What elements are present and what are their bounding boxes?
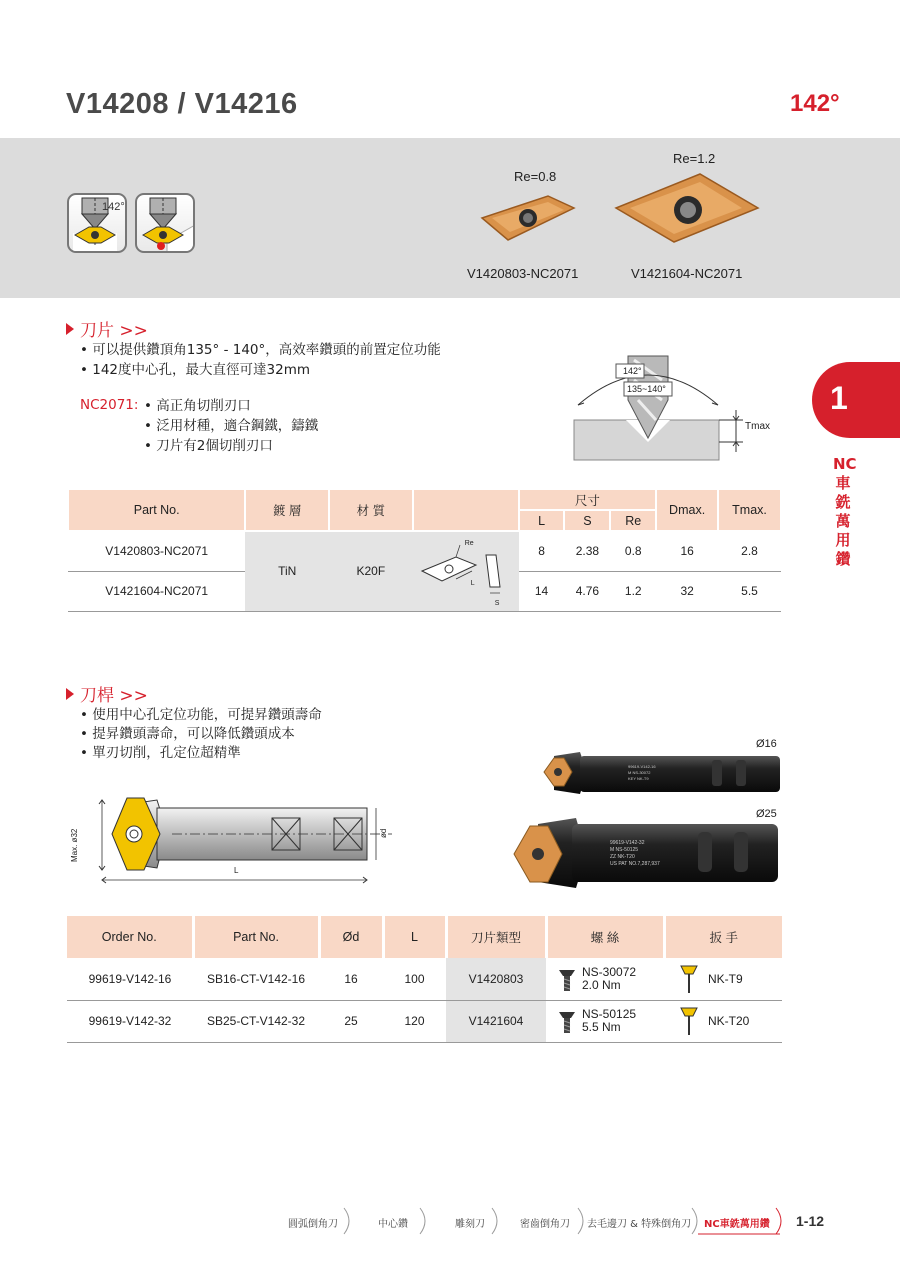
cell-part-no: V1421604-NC2071 — [105, 584, 209, 598]
cell-screw — [546, 958, 664, 1000]
holder-large-photo — [512, 816, 784, 892]
holder-small-photo — [540, 748, 784, 798]
holder-bullet: • 使用中心孔定位功能，可提昇鑽頭壽命 — [80, 707, 322, 723]
holder-small-diameter: Ø16 — [756, 738, 777, 750]
chapter-tab — [812, 362, 900, 438]
cell-part-no: SB16-CT-V142-16 — [193, 958, 319, 1000]
cell-d: 16 — [319, 958, 383, 1000]
cell-insert: V1420803 — [446, 958, 546, 1000]
cell-d: 25 — [319, 1000, 383, 1042]
screw-code: NS-30072 — [582, 964, 637, 979]
insert-small-image — [478, 188, 578, 248]
table-row — [67, 958, 782, 1000]
sketch-re-label: Re — [464, 540, 474, 547]
engraving-line: 99619-V142-16 — [628, 764, 656, 769]
screw-torque: 2.0 Nm — [582, 977, 621, 992]
engraving-line: US PAT NO.7,287,937 — [610, 861, 660, 867]
wrench-code: NK-T9 — [708, 971, 743, 986]
col-header-re: Re — [610, 510, 656, 531]
col-header-insert-type: 刀片類型 — [446, 916, 546, 958]
grade-bullet: • 高正角切削刃口 — [144, 398, 251, 414]
holder-section-title — [66, 681, 148, 706]
diagram-angle-top: 142° — [623, 366, 642, 376]
drilling-angle-diagram — [568, 350, 778, 465]
torx-wrench-icon — [678, 1005, 700, 1037]
col-header-sketch — [413, 489, 519, 531]
col-header-part-no: Part No. — [68, 489, 245, 531]
sketch-s-label: S — [494, 600, 500, 607]
blade-bullet: • 可以提供鑽頂角135° - 140°，高效率鑽頭的前置定位功能 — [80, 342, 441, 358]
chapter-number: 1 — [830, 380, 848, 416]
cell-l: 14 — [534, 584, 549, 598]
cell-re: 0.8 — [624, 544, 642, 559]
blade-bullet: • 142度中心孔，最大直徑可達32mm — [80, 362, 311, 378]
chamfer-drill-icon — [135, 193, 195, 253]
page-number: 1-12 — [796, 1213, 825, 1229]
engraving-line: 99619-V142-32 — [610, 840, 645, 846]
footer-nav-item[interactable]: 去毛邊刀 & 特殊倒角刀 — [587, 1219, 692, 1230]
cell-part-no: SB25-CT-V142-32 — [193, 1000, 319, 1042]
angle-badge: 142° — [790, 90, 840, 117]
drawing-d-label: ød — [379, 828, 388, 838]
cell-l: 120 — [383, 1000, 446, 1042]
center-drill-icon — [67, 193, 127, 253]
table-row — [67, 1000, 782, 1042]
engraving-line: ZZ NK-T20 — [610, 854, 635, 860]
wrench-code: NK-T20 — [708, 1014, 750, 1028]
cell-screw — [546, 1000, 664, 1042]
cell-order-no: 99619-V142-16 — [67, 958, 193, 1000]
drawing-l-label: L — [234, 866, 239, 875]
footer-nav-item[interactable]: 密齒倒角刀 — [520, 1219, 570, 1230]
screw-code: NS-50125 — [582, 1007, 637, 1021]
insert-large-image — [612, 168, 762, 248]
col-header-l: L — [519, 510, 565, 531]
insert-small-code: V1420803-NC2071 — [467, 266, 579, 281]
holder-large-diameter: Ø25 — [756, 808, 777, 820]
insert-spec-table — [67, 488, 782, 612]
col-header-order-no: Order No. — [67, 916, 193, 958]
cell-tmax: 5.5 — [741, 584, 758, 598]
triangle-marker-icon — [66, 323, 74, 335]
cell-part-no: V1420803-NC2071 — [105, 544, 209, 559]
engraving-line: KEY NK-T9 — [628, 776, 649, 781]
table-row — [68, 531, 781, 571]
chapter-title: NC車銑萬用鑽 — [833, 455, 857, 568]
cell-s: 2.38 — [575, 544, 600, 559]
footer-nav-item[interactable]: 雕刻刀 — [455, 1219, 485, 1230]
holder-bullet: • 提昇鑽頭壽命，可以降低鑽頭成本 — [80, 726, 295, 742]
screw-torque: 5.5 Nm — [582, 1020, 621, 1034]
col-header-wrench: 扳 手 — [664, 916, 782, 958]
col-header-screw: 螺 絲 — [546, 916, 664, 958]
holder-spec-table — [67, 916, 782, 1043]
holder-bullet: • 單刃切削，孔定位超精準 — [80, 745, 241, 761]
engraving-line: M NS-30072 — [628, 770, 651, 775]
insert-small-re-label: Re=0.8 — [514, 169, 557, 184]
col-header-dims: 尺寸 — [519, 489, 657, 510]
cell-l: 8 — [538, 544, 545, 559]
col-header-dmax: Dmax. — [656, 489, 718, 531]
screw-icon — [558, 1008, 576, 1034]
col-header-s: S — [564, 510, 610, 531]
col-header-tmax: Tmax. — [718, 489, 781, 531]
col-header-material: 材 質 — [329, 489, 413, 531]
insert-sketch-cell — [413, 531, 519, 611]
col-header-d: Ød — [319, 916, 383, 958]
footer-nav-item[interactable]: 圓弧倒角刀 — [288, 1219, 338, 1230]
col-header-l: L — [383, 916, 446, 958]
cell-re: 1.2 — [624, 584, 642, 598]
footer-nav-item-active[interactable]: NC車銑萬用鑽 — [704, 1219, 770, 1230]
cell-dmax: 16 — [680, 544, 694, 559]
col-header-part-no: Part No. — [193, 916, 319, 958]
diagram-tmax: Tmax — [745, 421, 770, 432]
footer-nav-dividers — [280, 1206, 790, 1236]
torx-wrench-icon — [678, 963, 700, 995]
cell-tmax: 2.8 — [741, 544, 758, 559]
grade-label: NC2071: — [80, 397, 139, 413]
drawing-dmax-label: Max. ø32 — [70, 828, 79, 862]
page-title: V14208 / V14216 — [66, 88, 298, 120]
diagram-angle-range: 135~140° — [627, 384, 666, 394]
footer-nav-item[interactable]: 中心鑽 — [378, 1219, 408, 1230]
triangle-marker-icon — [66, 688, 74, 700]
cell-coating: TiN — [245, 531, 329, 611]
cell-wrench — [664, 958, 782, 1000]
cell-insert: V1421604 — [446, 1000, 546, 1042]
icon-angle-label: 142° — [102, 201, 125, 213]
insert-large-re-label: Re=1.2 — [673, 151, 716, 166]
sketch-l-label: L — [470, 580, 475, 587]
cell-dmax: 32 — [680, 584, 694, 598]
cell-s: 4.76 — [575, 584, 600, 598]
cell-wrench — [664, 1000, 782, 1042]
cell-material: K20F — [329, 531, 413, 611]
insert-large-code: V1421604-NC2071 — [631, 266, 743, 281]
screw-icon — [558, 966, 576, 992]
cell-order-no: 99619-V142-32 — [67, 1000, 193, 1042]
holder-section-title-text: 刀桿 >> — [80, 686, 148, 706]
grade-bullet: • 泛用材種，適合鋼鐵，鑄鐵 — [144, 418, 319, 434]
engraving-line: M NS-50125 — [610, 847, 639, 853]
col-header-coating: 鍍 層 — [245, 489, 329, 531]
grade-bullet: • 刀片有2個切削刃口 — [144, 438, 273, 454]
blade-section-title-text: 刀片 >> — [80, 321, 148, 341]
blade-section-title — [66, 316, 148, 341]
cell-l: 100 — [383, 958, 446, 1000]
